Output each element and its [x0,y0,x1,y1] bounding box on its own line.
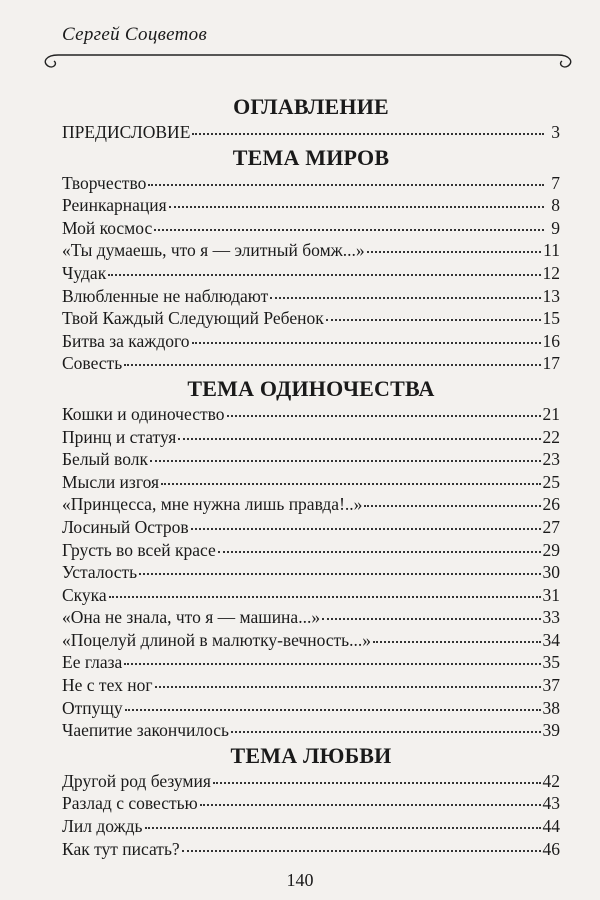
dot-leader [169,205,544,208]
toc-entry-page: 17 [542,353,560,374]
toc-entry-page: 3 [551,122,560,142]
dot-leader [227,414,541,417]
toc-entry-page: 29 [542,539,560,560]
toc-entry [62,792,560,815]
toc-entry-page: 22 [542,426,560,447]
toc-entry [62,448,560,471]
toc-entry [62,697,560,720]
toc-entry-title: «Принцесса, мне нужна лишь правда!..» [62,494,363,515]
toc-entry-title: Мой космос [62,217,153,238]
toc-entry [62,172,560,195]
toc-entry [62,629,560,652]
dot-leader [125,708,541,711]
toc-entry-page: 34 [542,629,560,650]
ornamental-rule [38,50,578,74]
dot-leader [367,250,542,253]
toc-entry [62,719,560,742]
running-header-author: Сергей Соцветов [62,24,208,45]
toc-entry-page: 13 [542,285,560,306]
toc-entry-page: 23 [542,449,560,470]
toc-entry [62,194,560,217]
toc-entry-title: Ее глаза [62,652,123,673]
toc-entry-title: Как тут писать? [62,838,180,859]
toc-entry-page: 46 [542,838,560,859]
toc-entry-title: Грусть во всей красе [62,539,216,560]
toc-entry-page: 11 [543,240,560,261]
dot-leader [326,318,541,321]
toc-entry-title: Другой род безумия [62,770,211,791]
toc-entry-title: Твой Каждый Следующий Ребенок [62,308,324,329]
toc-entry [62,815,560,838]
toc-entry-title: Чудак [62,262,107,283]
toc-entry [62,426,560,449]
toc-entry-title: Мысли изгоя [62,471,160,492]
toc-entry [62,239,560,262]
toc-entry-page: 25 [542,471,560,492]
toc-entry [62,651,560,674]
dot-leader [148,183,544,186]
toc-entry-page: 44 [542,816,560,837]
toc-entry-page: 37 [542,675,560,696]
toc-entry [62,770,560,793]
toc-entry-title: Скука [62,584,107,605]
toc-entry [62,352,560,375]
toc-entry-page: 39 [542,720,560,741]
toc-entry-title: «Поцелуй длиной в малютку-вечность...» [62,629,372,650]
toc-entry [62,285,560,308]
toc-entry-title: Реинкарнация [62,195,167,216]
toc-entry [62,121,560,144]
toc-entry-title: Кошки и одиночество [62,403,225,424]
dot-leader [182,849,541,852]
dot-leader [109,595,541,598]
toc-entry [62,539,560,562]
toc-entry-title: «Ты думаешь, что я — элитный бомж...» [62,240,365,261]
toc-entry-page: 42 [542,770,560,791]
toc-entry-page: 26 [542,494,560,515]
toc-entry-title: Принц и статуя [62,426,177,447]
toc-entry [62,471,560,494]
toc-section-heading: ОГЛАВЛЕНИЕ [233,94,389,119]
dot-leader [124,662,540,665]
dot-leader [231,730,540,733]
dot-leader [154,228,544,231]
toc-entry-title: Не с тех ног [62,675,153,696]
dot-leader [364,504,540,507]
running-header [38,14,578,74]
dot-leader [161,482,540,485]
toc-entry-page: 33 [542,607,560,628]
toc-entry-page: 30 [542,562,560,583]
toc-entry [62,561,560,584]
toc-entry-title: Разлад с совестью [62,793,198,814]
toc-entry-title: Отпущу [62,697,123,718]
toc-entry-page: 27 [542,516,560,537]
toc-entry [62,516,560,539]
dot-leader [150,459,541,462]
dot-leader [108,273,540,276]
dot-leader [322,617,540,620]
toc-entry-page: 15 [542,308,560,329]
toc-entry [62,606,560,629]
toc-section-heading: ТЕМА ОДИНОЧЕСТВА [187,375,435,401]
table-of-contents [62,93,560,860]
toc-entry-page: 16 [542,330,560,351]
dot-leader [124,363,540,366]
toc-entry-page: 8 [551,195,560,216]
dot-leader [155,685,541,688]
toc-entry [62,330,560,353]
toc-entry [62,262,560,285]
toc-section-heading: ТЕМА ЛЮБВИ [230,742,392,768]
toc-entry-page: 31 [542,584,560,605]
toc-entry-title: Лосиный Остров [62,516,189,537]
toc-entry-title: Усталость [62,562,138,583]
toc-entry [62,307,560,330]
dot-leader [373,640,540,643]
toc-entry-page: 43 [542,793,560,814]
toc-entry [62,838,560,861]
toc-entry [62,493,560,516]
toc-entry [62,217,560,240]
dot-leader [218,550,541,553]
toc-entry [62,403,560,426]
toc-entry-title: Влюбленные не наблюдают [62,285,269,306]
dot-leader [178,437,540,440]
toc-entry-title: ПРЕДИСЛОВИЕ [62,122,191,142]
toc-section-heading: ТЕМА МИРОВ [232,144,390,170]
dot-leader [139,572,540,575]
toc-entry-title: Белый волк [62,449,148,470]
toc-entry-page: 9 [551,217,560,238]
dot-leader [191,527,541,530]
page-number: 140 [286,870,314,890]
toc-entry-title: «Она не знала, что я — машина...» [62,607,321,628]
toc-entry-page: 7 [551,172,560,193]
toc-entry-page: 21 [542,403,560,424]
dot-leader [213,781,541,784]
dot-leader [192,132,544,135]
dot-leader [270,296,540,299]
toc-entry-title: Битва за каждого [62,330,190,351]
toc-entry-page: 35 [542,652,560,673]
toc-entry-page: 38 [542,697,560,718]
dot-leader [145,826,541,829]
dot-leader [200,803,541,806]
toc-entry-page: 12 [542,262,560,283]
toc-entry-title: Совесть [62,353,123,374]
toc-entry-title: Лил дождь [62,816,143,837]
toc-entry [62,674,560,697]
toc-entry [62,584,560,607]
toc-entry-title: Чаепитие закончилось [62,720,230,741]
toc-entry-title: Творчество [62,172,147,193]
dot-leader [192,341,541,344]
